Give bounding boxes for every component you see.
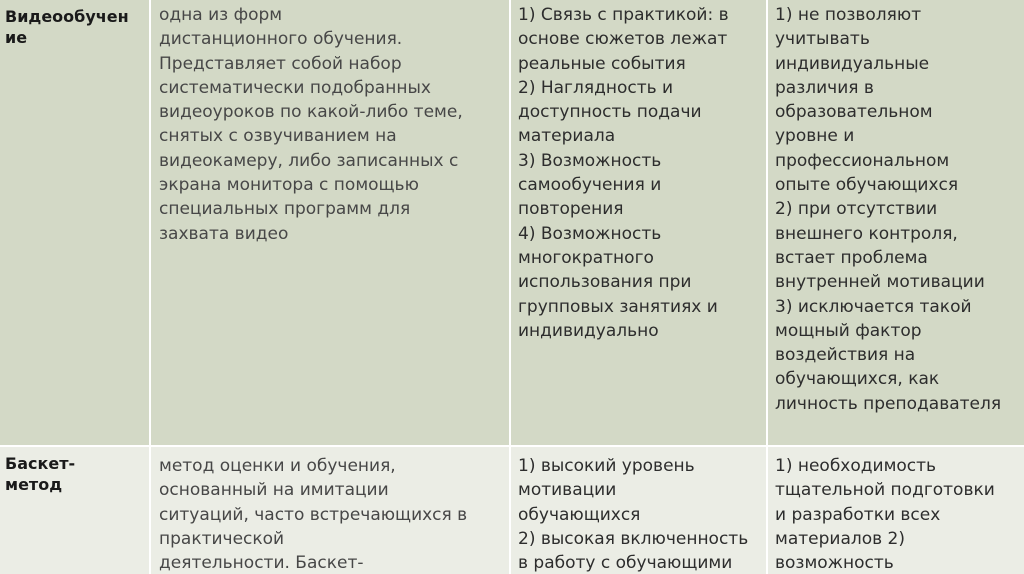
definition-text: метод оценки и обучения, основанный на имитации ситуаций, часто встречающихся в практической деятельности. Баскет- [159,456,468,574]
advantages-cell [510,446,767,574]
advantages-text: 1) Связь с практикой: в основе сюжетов лежат реальные события 2) Наглядность и доступность подачи материала 3) Возможность самообучения и повторения 4) Возможность многократного использования при групповых занятиях и индивидуально [518,5,729,341]
term-label: Видеообучен ие [5,7,129,47]
advantages-text: 1) высокий уровень мотивации обучающихся 2) высокая включенность в работу с обучающими [518,456,749,574]
definition-cell [150,446,510,574]
disadvantages-cell [767,0,1024,446]
term-cell [0,0,150,446]
term-label: Баскет- метод [5,454,76,494]
definition-text: одна из форм дистанционного обучения. Представляет собой набор систематически подобранных видеоуроков по какой-либо теме, снятых с озвучиванием на видеокамеру, либо записанных с экрана монитора с помощью специальных программ для захвата видео [159,5,463,244]
disadvantages-text: 1) не позволяют учитывать индивидуальные различия в образовательном уровне и профессиональном опыте обучающихся 2) при отсутствии внешнего контроля, встает проблема внутренней мотивации 3) исключается такой мощный фактор воздействия на обучающихся, как личность преподавателя [775,5,1002,414]
table-row [0,446,1024,574]
disadvantages-text: 1) необходимость тщательной подготовки и разработки всех материалов 2) возможность [775,456,995,574]
advantages-cell [510,0,767,446]
disadvantages-cell [767,446,1024,574]
term-cell [0,446,150,574]
definition-cell [150,0,510,446]
